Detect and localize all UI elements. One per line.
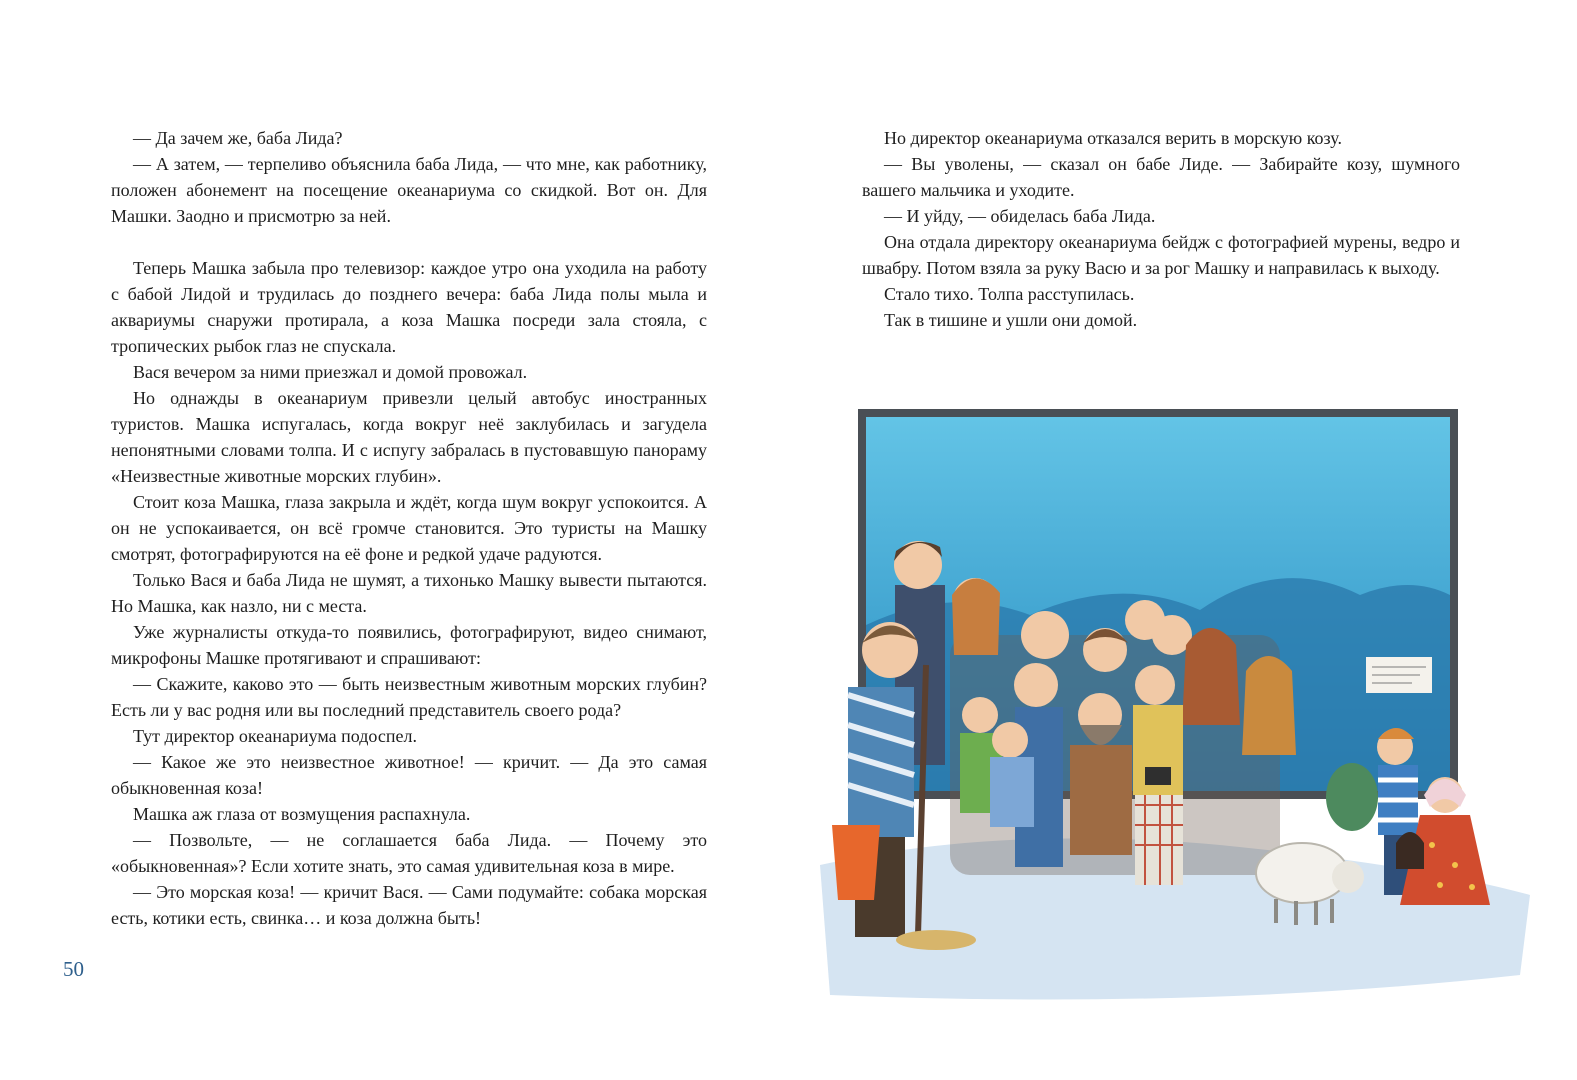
paragraph: — А затем, — терпеливо объяснила баба Лида, — что мне, как работнику, положен абонемент на посещение океанариума со скидкой. Вот он. Для Машки. Заодно и присмотрю за ней. xyxy=(111,154,707,226)
camera-icon xyxy=(1145,767,1171,785)
paragraph: — Это морская коза! — кричит Вася. — Сами подумайте: собака морская есть, котики есть, свинка… и коза должна быть! xyxy=(111,882,707,928)
paragraph: — Скажите, каково это — быть неизвестным животным морских глубин? Есть ли у вас родня или вы последний представитель своего рода? xyxy=(111,674,707,720)
paragraph: Стоит коза Машка, глаза закрыла и ждёт, когда шум вокруг успокоится. А он не успокаивается, он всё громче становится. Это туристы на Машку смотрят, фотографируются на её фоне и редкой удаче радуются. xyxy=(111,492,707,564)
left-text-column xyxy=(111,125,707,931)
paragraph: — Вы уволены, — сказал он бабе Лиде. — Забирайте козу, шумного вашего мальчика и уходите. xyxy=(862,154,1460,200)
paragraph: — Позвольте, — не соглашается баба Лида. — Почему это «обыкновенная»? Если хотите знать, это самая удивительная коза в мире. xyxy=(111,830,707,876)
paragraph: Машка аж глаза от возмущения распахнула. xyxy=(133,804,471,824)
right-text-column xyxy=(862,125,1460,333)
paragraph: — Да зачем же, баба Лида? xyxy=(133,128,343,148)
handbag xyxy=(1396,832,1424,869)
mop-head xyxy=(896,930,976,950)
green-backpack xyxy=(1326,763,1378,831)
paragraph: Только Вася и баба Лида не шумят, а тихонько Машку вывести пытаются. Но Машка, как назло, ни с места. xyxy=(111,570,707,616)
orange-bucket xyxy=(832,825,880,900)
paragraph: Но директор океанариума отказался верить в морскую козу. xyxy=(884,128,1342,148)
paragraph: — И уйду, — обиделась баба Лида. xyxy=(884,206,1156,226)
paragraph: Уже журналисты откуда-то появились, фотографируют, видео снимают, микрофоны Машке протягивают и спрашивают: xyxy=(111,622,707,668)
paragraph: Но однажды в океанариум привезли целый автобус иностранных туристов. Машка испугалась, когда вокруг неё заклубилась и загудела непонятными словами толпа. И с испугу забралась в пустовавшую панораму «Неизвестные животные морских глубин». xyxy=(111,388,707,486)
paragraph: Так в тишине и ушли они домой. xyxy=(884,310,1138,330)
paragraph: Теперь Машка забыла про телевизор: каждое утро она уходила на работу с бабой Лидой и трудилась до позднего вечера: баба Лида полы мыла и аквариумы снаружи протирала, а коза Машка посреди зала стояла, с тропических рыбок глаз не спускала. xyxy=(111,258,707,356)
paragraph: Тут директор океанариума подоспел. xyxy=(133,726,417,746)
aquarium-crowd-illustration xyxy=(800,395,1560,1015)
paragraph: Она отдала директору океанариума бейдж с фотографией мурены, ведро и швабру. Потом взяла за руку Васю и за рог Машку и направилась к выходу. xyxy=(862,232,1460,278)
paragraph: Вася вечером за ними приезжал и домой провожал. xyxy=(133,362,528,382)
paragraph: Стало тихо. Толпа расступилась. xyxy=(884,284,1135,304)
paragraph: — Какое же это неизвестное животное! — кричит. — Да это самая обыкновенная коза! xyxy=(111,752,707,798)
page-number: 50 xyxy=(63,957,84,981)
